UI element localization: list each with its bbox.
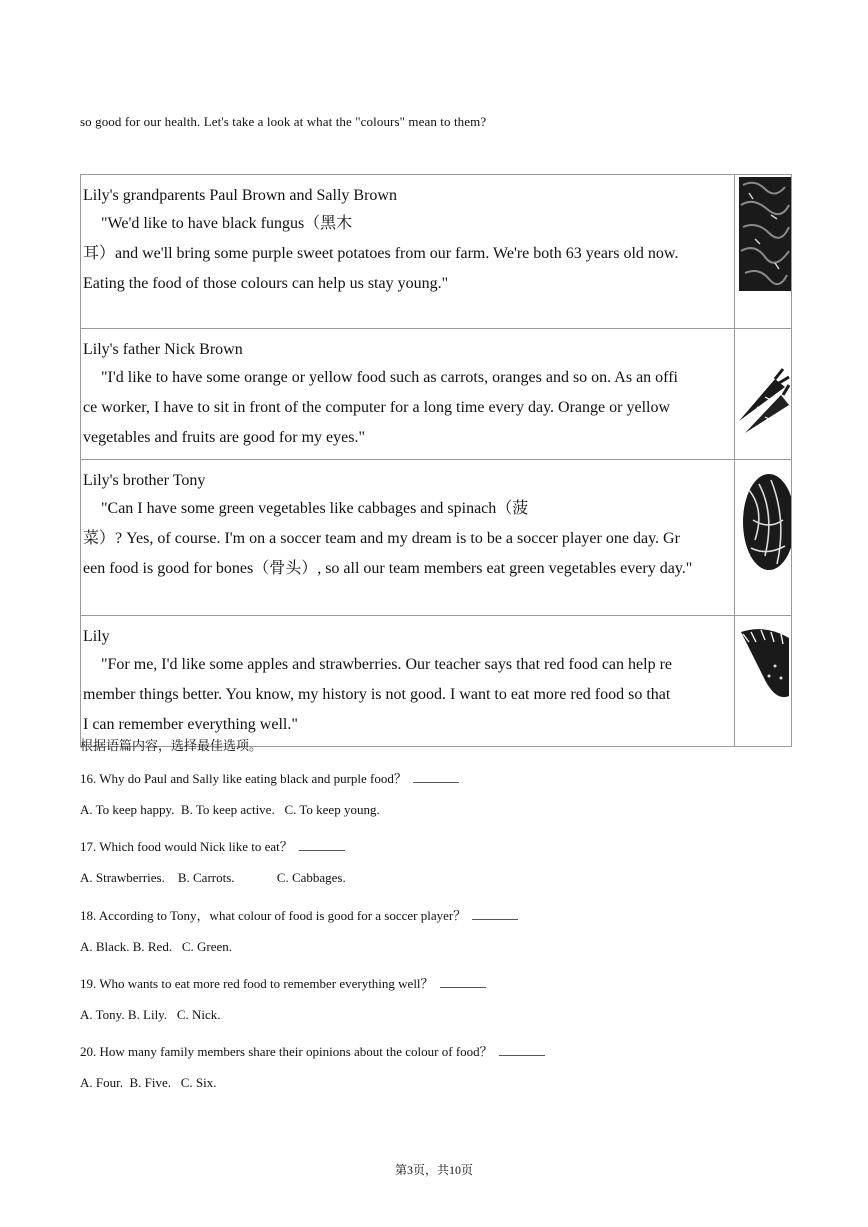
cabbage-icon — [735, 460, 791, 615]
options-19: A. Tony. B. Lily. C. Nick. — [80, 1007, 221, 1022]
speaker-label: Lily's father Nick Brown — [83, 341, 243, 358]
question-18: 18. According to Tony，what colour of food is good for a soccer player？ — [80, 905, 518, 924]
quote-text: "I'd like to have some orange or yellow food such as carrots, oranges and so on. As an offi ce worker, I have to sit in front of the computer for a long time every day. Orange or yellow vegetables and fruits are good for my eyes." — [83, 369, 678, 446]
passage-row-brother — [81, 460, 792, 616]
quote-text: "For me, I'd like some apples and strawberries. Our teacher says that red food can help re member things better. You know, my history is not good. I want to eat more red food so that I can remember everything well." — [83, 656, 672, 733]
speaker-label: Lily's brother Tony — [83, 472, 206, 489]
strawberry-icon — [735, 616, 791, 745]
answer-blank — [299, 840, 345, 851]
answer-blank — [413, 772, 459, 783]
options-18: A. Black. B. Red. C. Green. — [80, 939, 233, 954]
passage-row-grandparents — [81, 175, 792, 329]
quote-text: "Can I have some green vegetables like cabbages and spinach（菠 菜）? Yes, of course. I'm on a soccer team and my dream is to be a soccer player one day. Gr een food is good for bones（骨头）, so all our team members eat green vegetables every day." — [83, 500, 693, 577]
instruction-text: 根据语篇内容，选择最佳选项。 — [80, 739, 263, 754]
answer-blank — [499, 1045, 545, 1056]
passage-row-lily — [81, 616, 792, 747]
quote-text: "We'd like to have black fungus（黑木 耳）and we'll bring some purple sweet potatoes from our farm. We're both 63 years old now. Eating the food of those colours can help us stay young." — [83, 215, 679, 292]
options-20: A. Four. B. Five. C. Six. — [80, 1075, 217, 1090]
answer-blank — [472, 909, 518, 920]
question-19: 19. Who wants to eat more red food to remember everything well？ — [80, 973, 486, 992]
question-20: 20. How many family members share their opinions about the colour of food？ — [80, 1041, 545, 1060]
question-17: 17. Which food would Nick like to eat？ — [80, 836, 345, 855]
passage-row-father — [81, 329, 792, 460]
passage-table — [80, 174, 792, 747]
options-16: A. To keep happy. B. To keep active. C. To keep young. — [80, 802, 380, 817]
black-fungus-icon — [735, 175, 791, 328]
intro-text: so good for our health. Let's take a look at what the "colours" mean to them? — [80, 114, 487, 129]
speaker-label: Lily's grandparents Paul Brown and Sally Brown — [83, 187, 397, 204]
page-footer: 第3页，共10页 — [394, 1163, 473, 1177]
carrot-icon — [735, 329, 791, 458]
speaker-label: Lily — [83, 628, 110, 645]
question-16: 16. Why do Paul and Sally like eating black and purple food？ — [80, 768, 459, 787]
answer-blank — [440, 977, 486, 988]
options-17: A. Strawberries. B. Carrots. C. Cabbages. — [80, 870, 346, 885]
